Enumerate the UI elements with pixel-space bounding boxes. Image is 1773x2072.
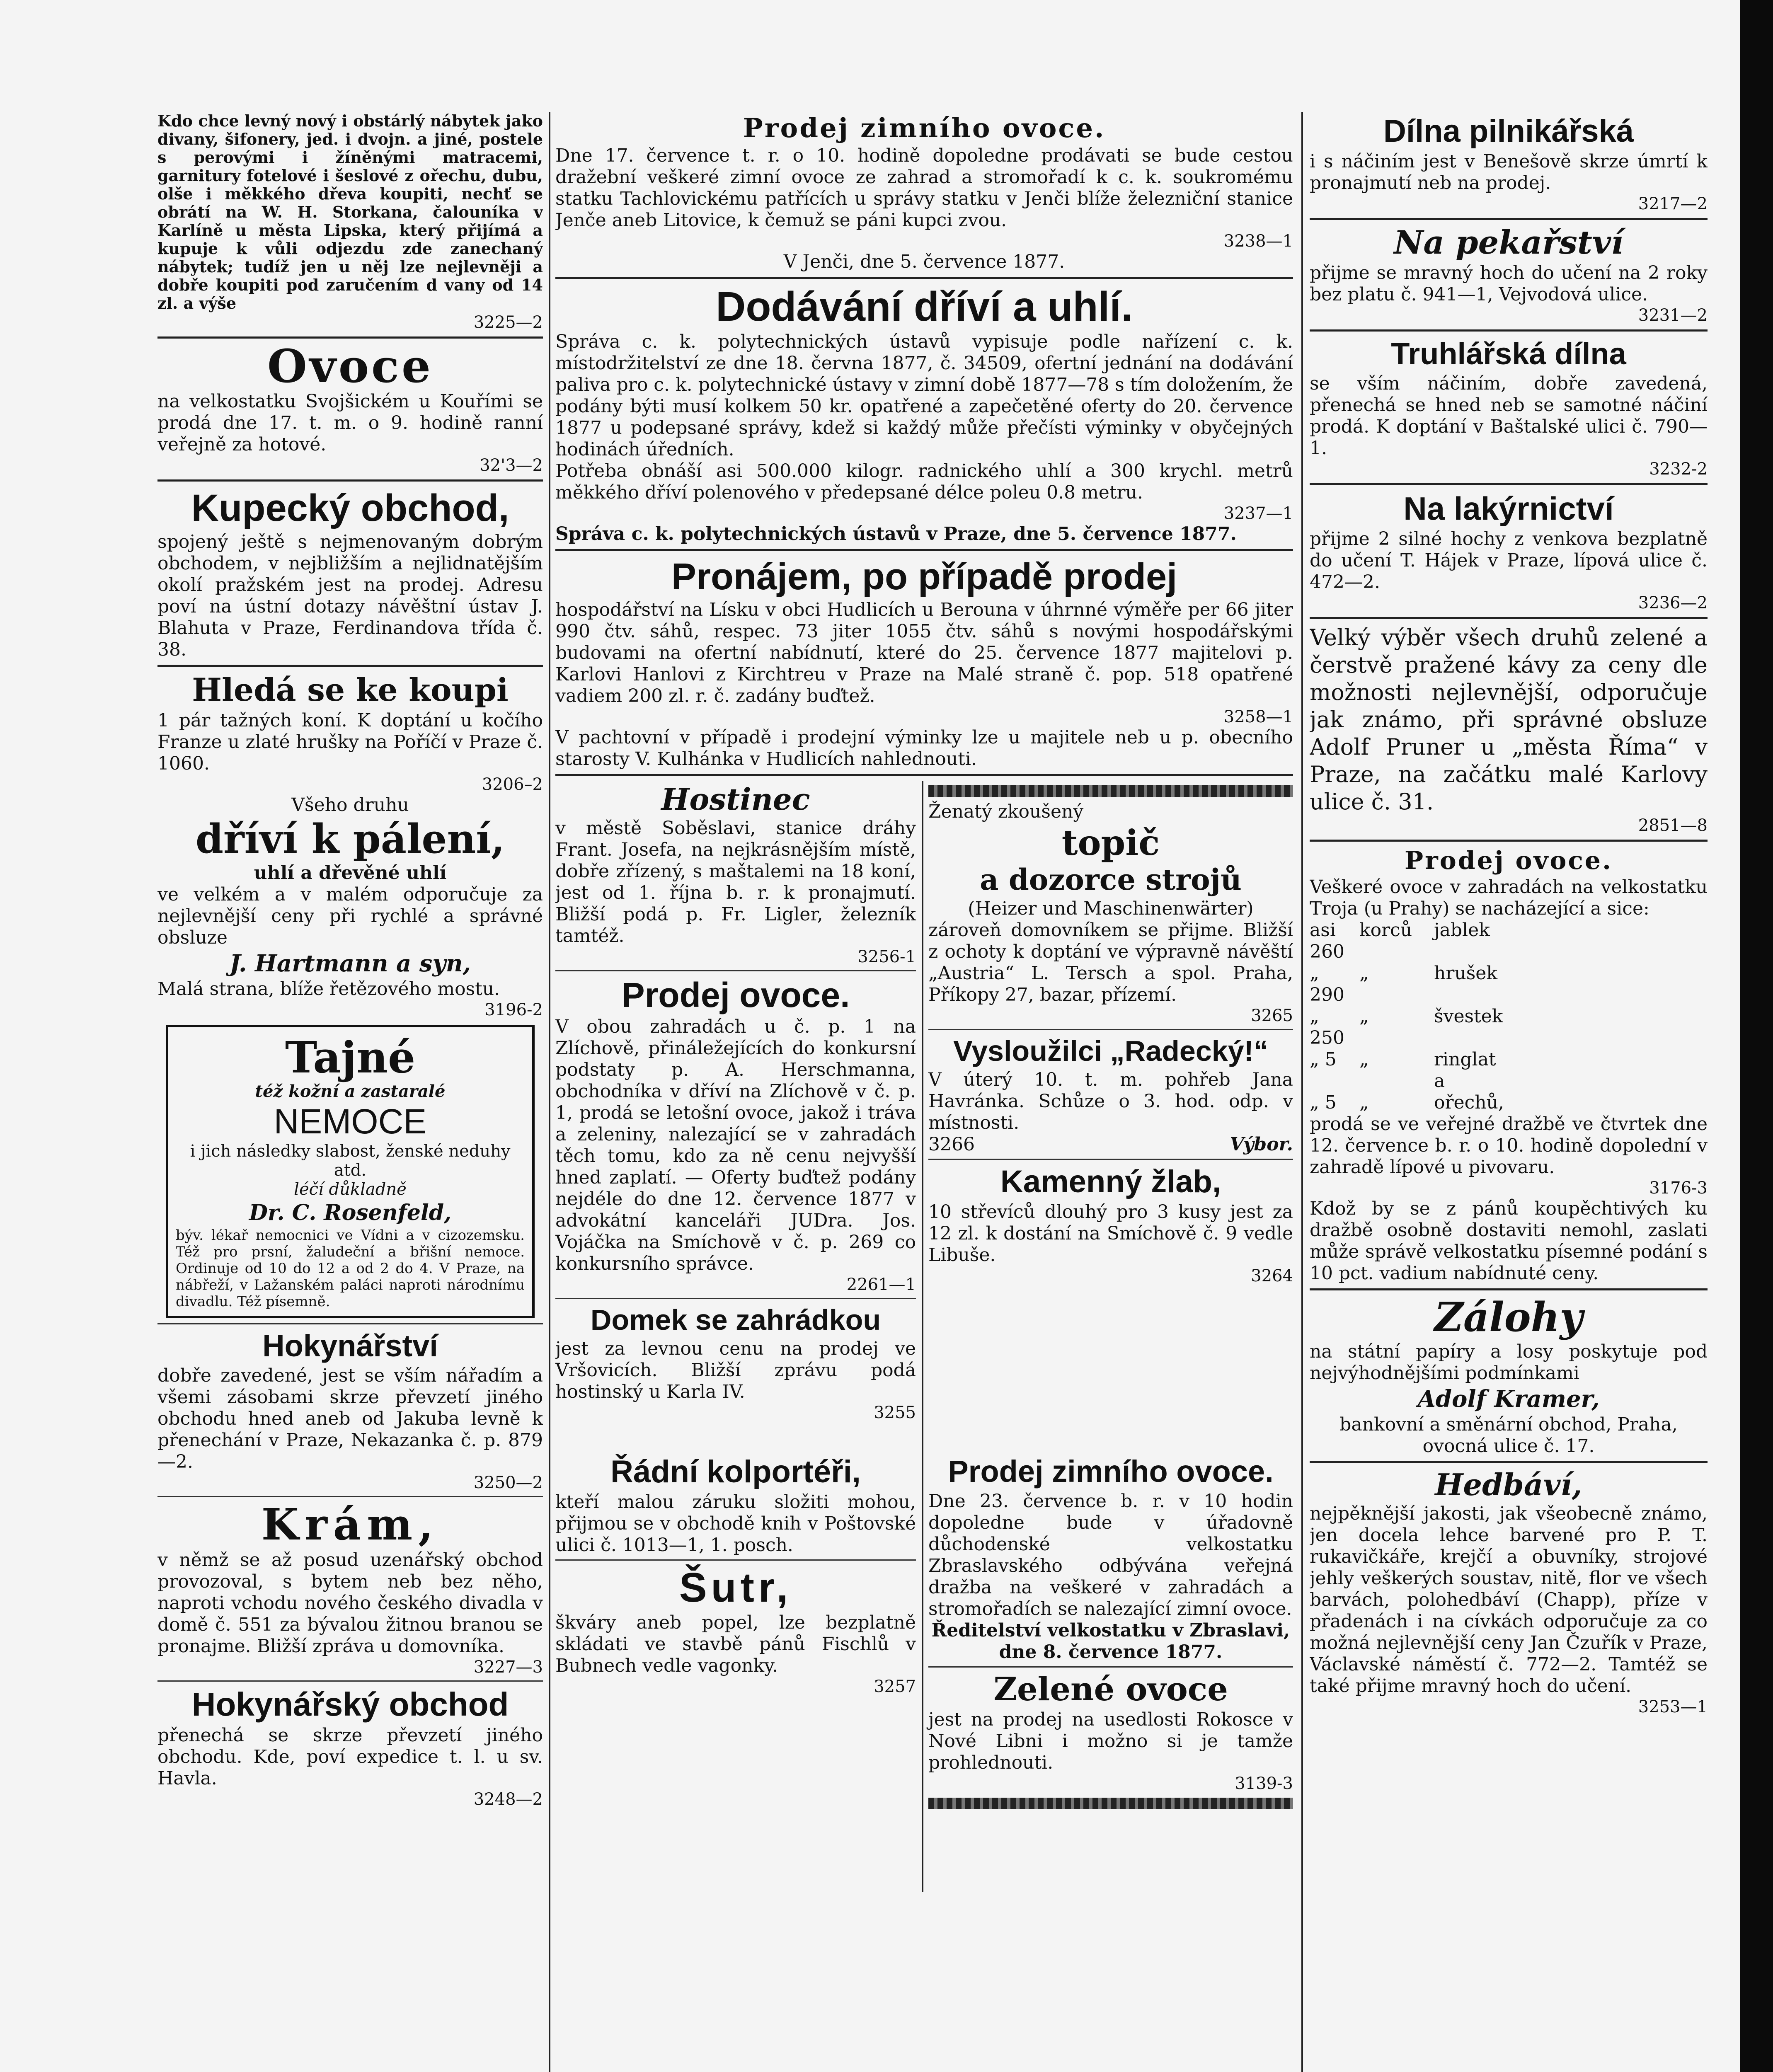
divider [555, 549, 1293, 551]
ad-ref: 3217—2 [1638, 194, 1708, 213]
ad-ref: 3236—2 [1638, 593, 1708, 612]
column-2-right-lower [928, 1452, 1293, 1813]
ad-title: Dodávání dříví a uhlí. [716, 283, 1133, 330]
ad-title: Hostinec [661, 782, 810, 817]
divider [928, 1666, 1293, 1668]
ad-ref: 2261—1 [846, 1275, 916, 1294]
fruit-list-row [1310, 1092, 1708, 1113]
ad-hedbavi [1310, 1468, 1708, 1717]
ad-ref: 3266 [928, 1134, 975, 1155]
ad-text: v městě Soběslavi, stanice dráhy Frant. Josefa, na nejkrásnějším místě, dobře zřízený, s maštalemi na 18 koní, jest od 1. října b. r. k pronajmutí. Bližší podá p. Fr. Ligler, železník tamtéž. [555, 818, 916, 946]
ad-na-lakyrnictvi [1310, 490, 1708, 613]
ad-zelene-ovoce [928, 1672, 1293, 1794]
fruit-unit: „ [1359, 1049, 1369, 1070]
ad-sign: V Jenči, dne 5. července 1877. [783, 251, 1065, 272]
ad-title: Prodej ovoce. [1405, 846, 1613, 875]
ad-line: léčí důkladně [294, 1180, 407, 1199]
ad-title: Hledá se ke koupi [192, 671, 509, 708]
ad-text: ve velkém a v malém odporučuje za nejlevnější ceny při rychlé a správné obsluze [157, 884, 543, 948]
ad-ref: 3176-3 [1649, 1179, 1708, 1198]
ad-text: prodá se ve veřejné dražbě ve čtvrtek dne 12. července b. r. o 10. hodině dopolední v zahradě lípové u pivovaru. [1310, 1113, 1708, 1178]
divider [555, 1559, 916, 1561]
ad-text: bankovní a směnární obchod, Praha, ovocná ulice č. 17. [1339, 1414, 1678, 1457]
fruit-name: ringlat a [1434, 1049, 1496, 1092]
ad-ref: 3264 [1251, 1266, 1293, 1285]
ad-text: Dne 23. července b. r. v 10 hodin dopoledne bude v úřadovně důchodenské velkostatku Zbraslavského odbývána veřejná dražba na veškeré v zahradách a stromořadích se nalezající zimní ovoce. [928, 1491, 1293, 1619]
ad-title: Hokynářský obchod [191, 1686, 509, 1723]
ad-ref: 3258—1 [1223, 707, 1293, 726]
ad-title: Tajné [285, 1032, 416, 1083]
ad-sign: Správa c. k. polytechnických ústavů v Praze, dne 5. července 1877. [555, 523, 1237, 545]
ad-ref: 32'3—2 [480, 456, 543, 475]
ad-ref: 2851—8 [1638, 816, 1708, 835]
ad-title: Šutr, [679, 1564, 792, 1611]
ad-pre: Ženatý zkoušený [928, 801, 1084, 822]
ad-ovoce [157, 339, 543, 475]
ad-kolporteri [555, 1454, 916, 1556]
divider [928, 1029, 1293, 1030]
fruit-name: švestek [1434, 1006, 1503, 1027]
ad-text: Kdož by se z pánů koupěchtivých ku dražbě osobně dostaviti nemohl, zaslati může správě velkostatku písemné podání s 10 pct. vadium nabídnuté ceny. [1310, 1198, 1708, 1284]
ad-title: Na pekařství [1394, 224, 1623, 261]
ad-text: spojený ještě s nejmenovaným dobrým obchodem, v nejbližším a nejlidnatějším okolí pražském jest na prodej. Adresu poví na ústní dotazy návěštní ústav J. Blahuta v Praze, Ferdinandova třída č. 38. [157, 531, 543, 660]
fruit-list-row [1310, 920, 1708, 963]
ad-title: Krám, [261, 1499, 439, 1550]
ad-text: zároveň domovníkem se přijme. Bližší z ochoty k doptání ve výpravně návěští „Austria“ L. Tersch a spol. Praha, Příkopy 27, bazar, přízemí. [928, 920, 1293, 1005]
ad-pronajem [555, 556, 1293, 770]
ad-title: Dílna pilnikářská [1383, 114, 1634, 149]
ad-hostinec [555, 783, 916, 967]
column-1 [157, 112, 543, 2072]
ad-pre: Všeho druhu [291, 794, 409, 816]
divider [928, 1159, 1293, 1160]
ad-vyslouzilci [928, 1034, 1293, 1155]
ad-text: nejpěknější jakosti, jak všeobecně známo, jen docela lehce barvené pro P. T. rukavičkáře, krejčí a obuvníky, strojové jehly veškerých soustav, nitě, flor ve všech barvách, polohedbáví (Chapp), příze v přadenách i na cívkách odporučuje za co možná nejlevnější ceny Jan Čzuřík v Praze, Václavské náměstí č. 772—2. Tamtéž se také přijme mravný hoch do učení. [1310, 1503, 1708, 1697]
ad-text: Kdo chce levný nový i obstárlý nábytek jako divany, šifonery, jed. i dvojn. a jiné, postele s perovými i žíněnými matracemi, garnitury fotelové i šeslové z ořechu, dubu, olše i měkkého dřeva koupiti, nechť se obrátí na W. H. Storkana, čalouníka v Karlíně u města Lipska, který přijímá a kupuje k vůli odjezdu zde zanechaný nábytek; tudíž jen u něj lze nejlevněji a dobře koupiti pod zaručením d vany od 14 zl. a výše [157, 112, 543, 312]
ad-title: topič [1061, 822, 1160, 863]
divider [1310, 329, 1708, 332]
ad-ref: 3196-2 [484, 1000, 543, 1019]
ad-furniture [157, 112, 543, 332]
ad-ref: 3232-2 [1649, 460, 1708, 479]
ad-text: kteří malou záruku složiti mohou, přijmou se v obchodě knih v Poštovské ulici č. 1013—1, 1. posch. [555, 1491, 916, 1556]
ad-subtitle: též kožní a zastaralé [255, 1082, 446, 1101]
ad-prodej-ovoce-troja [1310, 847, 1708, 1284]
ad-ref: 3237—1 [1223, 504, 1293, 523]
ad-doctor: Dr. C. Rosenfeld, [249, 1200, 452, 1225]
ad-title: dříví k pálení, [195, 816, 505, 862]
ad-hleda-koupi [157, 672, 543, 794]
ad-text: V obou zahradách u č. p. 1 na Zlíchově, přináležejících do konkursní podstaty p. A. Herschmanna, obchodníka v dříví na Zlíchově v č. p. 1, prodá se letošní ovoce, jakož i tráva a zeleniny, nalezající se v zahradách těch tomu, kdo za ně cenu nejvyšší hned zaplatí. — Oferty buďtež podány nejdéle do dne 12. července 1877 v advokátní kanceláři JUDra. Jos. Vojáčka na Smíchově v č. p. 269 co konkursního správce. [555, 1016, 916, 1274]
ad-title: Hedbáví, [1435, 1467, 1582, 1502]
ad-text: býv. lékař nemocnici ve Vídni a v cizozemsku. Též pro prsní, žaludeční a břišní nemoce. Ordinuje od 10 do 12 a od 2 do 4. V Praze, na nábřeží, v Lažanském paláci naproti národnímu divadlu. Též písemně. [176, 1227, 525, 1310]
ad-text: Potřeba obnáší asi 500.000 kilogr. radnického uhlí a 300 krychl. metrů měkkého dříví polenového v předepsané délce poleu 0.8 metru. [555, 460, 1293, 503]
fruit-unit: korců [1359, 920, 1412, 941]
ad-german: (Heizer und Maschinenwärter) [968, 898, 1254, 919]
ad-address: Malá strana, blíže řetězového mostu. [157, 978, 500, 1000]
ad-ref: 3139-3 [1235, 1774, 1293, 1793]
ad-text: i s náčiním jest v Benešově skrze úmrtí k pronajmutí neb na prodej. [1310, 151, 1708, 194]
ad-title: Truhlářská dílna [1391, 336, 1626, 371]
ad-title: Kupecký obchod, [191, 487, 509, 529]
ad-na-pekarstvi [1310, 225, 1708, 325]
ad-text: škváry aneb popel, lze bezplatně skládati ve stavbě pánů Fischlů v Bubnech vedle vagonky. [555, 1612, 916, 1676]
divider [157, 1323, 543, 1324]
ad-text: na velkostatku Svojšickém u Kouřími se prodá dne 17. t. m. o 9. hodině ranní veřejně za hotové. [157, 391, 543, 455]
ad-sign: Ředitelství velkostatku v Zbraslavi, dne 8. července 1877. [931, 1620, 1290, 1663]
decorative-rule [928, 1798, 1293, 1809]
ad-text: Veškeré ovoce v zahradách na velkostatku Troja (u Prahy) se nacházející a sice: [1310, 876, 1708, 919]
fruit-unit: „ [1359, 1092, 1369, 1113]
ad-ref: 3238—1 [1223, 232, 1293, 251]
ad-firm: J. Hartmann a syn, [229, 950, 471, 977]
ad-title: Domek se zahrádkou [590, 1304, 881, 1336]
ad-ref: 3256-1 [857, 947, 916, 966]
ad-dodavani-drivi [555, 284, 1293, 545]
ad-text: jest za levnou cenu na prodej ve Vršovicích. Bližší zprávu podá hostinský u Karla IV. [555, 1338, 916, 1402]
ad-ref: 3225—2 [473, 313, 543, 332]
ad-title: Zálohy [1434, 1294, 1583, 1341]
ad-sub: uhlí a dřevěné uhlí [254, 862, 447, 884]
ad-title-2: NEMOCE [274, 1102, 427, 1141]
ad-truhlarska-dilna [1310, 336, 1708, 479]
column-3 [1310, 112, 1708, 2072]
ad-sign: Výbor. [1230, 1134, 1293, 1155]
ad-domek [555, 1303, 916, 1423]
fruit-qty: „ 250 [1310, 1006, 1344, 1048]
fruit-qty: asi 260 [1310, 920, 1344, 962]
divider [555, 1298, 916, 1299]
column-2-right [928, 781, 1293, 1286]
ad-text: přenechá se skrze převzetí jiného obchodu. Kde, poví expedice t. l. u sv. Havla. [157, 1725, 543, 1789]
divider [555, 277, 1293, 279]
ad-prodej-ovoce-zlichov [555, 975, 916, 1295]
ad-title: Řádní kolportéři, [610, 1454, 861, 1489]
ad-title: Prodej zimního ovoce. [948, 1454, 1274, 1489]
divider [157, 1496, 543, 1497]
column-2 [555, 112, 1293, 2072]
ad-subtitle: a dozorce strojů [980, 862, 1242, 897]
ad-ref: 3248—2 [473, 1790, 543, 1809]
ad-prodej-zimniho-ovoce-jenc [555, 114, 1293, 273]
ad-title: Hokynářství [262, 1329, 438, 1363]
ad-text: přijme se mravný hoch do učení na 2 roky bez platu č. 941—1, Vejvodová ulice. [1310, 262, 1708, 305]
ad-text: se vším náčiním, dobře zavedená, přenechá se hned neb se samotné náčiní prodá. K doptání v Baštalské ulici č. 790—1. [1310, 373, 1708, 459]
ad-text: dobře zavedené, jest se vším nářadím a všemi zásobami skrze převzetí jiného obchodu hned aneb od Jakuba levně k přenechání v Praze, Nekazanka č. p. 879—2. [157, 1365, 543, 1472]
divider [1310, 218, 1708, 220]
ad-text: Správa c. k. polytechnických ústavů vypisuje podle nařízení c. k. místodržitelství ze dne 18. června 1877, č. 34509, ofertní jednání na dodávání paliva pro c. k. polytechnické ústavy v zimní době 1877—78 s tím doložením, že podány býti musí kolkem 50 kr. opatřené a zapečetěné oferty do 20. července 1877 u podepsané správy, kdež si každý může přečísti výminky v obyčejných hodinách úředních. [555, 331, 1293, 460]
column-2-left [555, 781, 916, 1423]
column-rule [922, 1452, 923, 1892]
ad-text: v němž se až posud uzenářský obchod provozoval, s bytem neb bez něho, naproti vchodu nového českého divadla v domě č. 551 za bývalou žitnou branou se pronajme. Bližší zpráva u domovníka. [157, 1549, 543, 1657]
column-rule [1301, 112, 1303, 2072]
scan-edge [1740, 0, 1773, 2072]
ad-title: Vysloužilci „Radecký!“ [953, 1035, 1268, 1067]
ad-dilna-pilnikarska [1310, 114, 1708, 214]
ad-zalohy [1310, 1295, 1708, 1457]
ad-ref: 3257 [874, 1677, 916, 1696]
column-2-split [555, 781, 1293, 1452]
ad-hokynarstvi [157, 1329, 543, 1493]
divider [1310, 1288, 1708, 1290]
divider [157, 479, 543, 482]
ad-text: na státní papíry a losy poskytuje pod nejvýhodnějšími podmínkami [1310, 1341, 1708, 1384]
ad-text: Dne 17. července t. r. o 10. hodině dopoledne prodávati se bude cestou dražební veškeré zimní ovoce ze zahrad a stromořadí k c. k. soukromému statku Tachlovickému patřících u správy statku v Jenči blíže železniční stanice Jenče aneb Litovice, k čemuž se páni kupci zvou. [555, 145, 1293, 231]
ad-title: Kamenný žlab, [1000, 1164, 1221, 1199]
ad-kram [157, 1501, 543, 1677]
ad-title: Na lakýrnictví [1403, 490, 1614, 527]
ad-ref: 3255 [874, 1403, 916, 1422]
divider [1310, 1461, 1708, 1463]
ad-line: i jich následky slabost, ženské neduhy atd. [190, 1142, 511, 1180]
divider [1310, 483, 1708, 485]
ad-ref: 3253—1 [1638, 1697, 1708, 1716]
ad-ref: 3206–2 [482, 775, 543, 794]
ad-kamenny-zlab [928, 1164, 1293, 1286]
ad-text: V pachtovní v případě i prodejní výminky lze u majitele neb u p. obecního starosty V. Kulhánka v Hudlicích nahlednouti. [555, 727, 1293, 770]
fruit-name: jablek [1434, 920, 1490, 941]
ad-text: Velký výběr všech druhů zelené a čerstvě pražené kávy za ceny dle možnosti nejlevnější, odporučuje jak známo, při správné obsluze Adolf Pruner u „města Říma“ v Praze, na začátku malé Karlovy ulice č. 31. [1310, 625, 1708, 815]
ad-text: přijme 2 silné hochy z venkova bezplatně do učení T. Hájek v Praze, lípová ulice č. 472—2. [1310, 528, 1708, 593]
newspaper-page [157, 112, 1708, 2072]
ad-text: hospodářství na Lísku v obci Hudlicích u Berouna v úhrnné výměře per 66 jiter 990 čtv. sáhů, respec. 73 jiter 1055 čtv. sáhů s novými hospodářskými budovami na ofertní nabídnutí, které do 25. července 1877 majitelovi p. Karlovi Hanlovi z Kirchtreu v Praze na Malé straně č. pop. 518 opatřené vadiem 200 zl. r. č. zadány buďtež. [555, 599, 1293, 707]
ad-title: Ovoce [267, 339, 434, 393]
ad-title: Pronájem, po případě prodej [671, 556, 1177, 598]
fruit-list [1310, 920, 1708, 1113]
ad-drivi [157, 794, 543, 1020]
divider [1310, 840, 1708, 842]
ad-title: Prodej zimního ovoce. [743, 113, 1106, 144]
fruit-name: ořechů, [1434, 1092, 1504, 1113]
ad-kava [1310, 624, 1708, 835]
ad-ref: 3227—3 [473, 1658, 543, 1677]
ad-topic [928, 801, 1293, 1026]
decorative-rule [928, 785, 1293, 797]
divider [157, 1680, 543, 1682]
ad-title: Zelené ovoce [993, 1670, 1228, 1708]
ad-text: 10 střevíců dlouhý pro 3 kusy jest za 12 zl. k dostání na Smíchově č. 9 vedle Libuše. [928, 1201, 1293, 1266]
ad-ref: 3265 [1251, 1006, 1293, 1025]
ad-ref: 3250—2 [473, 1473, 543, 1492]
fruit-qty: „ 5 [1310, 1049, 1337, 1070]
fruit-qty: „ 290 [1310, 963, 1344, 1005]
ad-text: jest na prodej na usedlosti Rokosce v Nové Libni i možno si je tamže prohlednouti. [928, 1709, 1293, 1773]
divider [555, 774, 1293, 776]
fruit-list-row [1310, 1049, 1708, 1092]
ad-tajne-nemoce [166, 1025, 535, 1318]
fruit-unit: „ [1359, 1006, 1369, 1027]
divider [157, 336, 543, 339]
ad-hokynarsky-obchod [157, 1686, 543, 1809]
fruit-name: hrušek [1434, 963, 1497, 984]
fruit-list-row [1310, 1006, 1708, 1049]
ad-text: 1 pár tažných koní. K doptání u kočího Franze u zlaté hrušky na Poříčí v Praze č. 1060. [157, 710, 543, 774]
ad-firm: Adolf Kramer, [1417, 1385, 1600, 1413]
ad-title: Prodej ovoce. [621, 975, 850, 1014]
column-rule [549, 112, 550, 2072]
ad-footer-row [928, 1134, 1293, 1155]
divider [555, 970, 916, 971]
ad-kupecky-obchod [157, 487, 543, 661]
ad-sutr [555, 1565, 916, 1697]
ad-ref: 3231—2 [1638, 306, 1708, 325]
divider [1310, 617, 1708, 619]
fruit-unit: „ [1359, 963, 1369, 984]
fruit-list-row [1310, 963, 1708, 1006]
ad-text: V úterý 10. t. m. pohřeb Jana Havránka. Schůze o 3. hod. odp. v místnosti. [928, 1069, 1293, 1133]
ad-prodej-zimniho-ovoce-zbraslav [928, 1454, 1293, 1663]
column-rule [922, 781, 923, 1452]
column-2-split-lower [555, 1452, 1293, 1892]
divider [157, 665, 543, 667]
column-2-left-lower [555, 1452, 916, 1697]
fruit-qty: „ 5 [1310, 1092, 1337, 1113]
